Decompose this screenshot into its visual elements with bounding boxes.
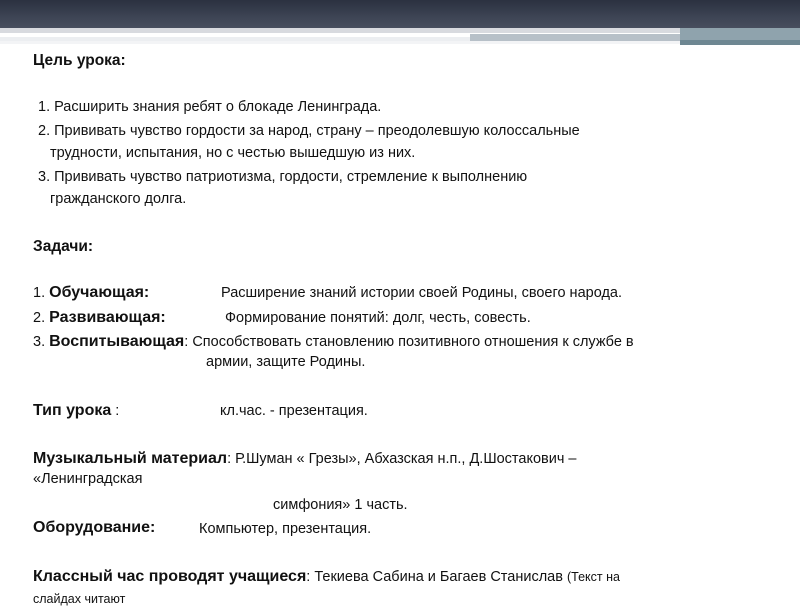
- goal-item: 2. Прививать чувство гордости за народ, страну – преодолевшую колоссальные: [38, 123, 580, 139]
- lesson-type-sep: :: [115, 403, 120, 419]
- goal-item: 1. Расширить знания ребят о блокаде Ленинграда.: [38, 99, 382, 115]
- header-stripe: [470, 34, 680, 41]
- task-item: [33, 309, 166, 327]
- music-value-cont: «Ленинградская: [33, 471, 143, 487]
- task-item: [33, 333, 634, 351]
- lesson-type: [33, 402, 119, 420]
- task-label: Воспитывающая: [49, 333, 185, 350]
- music: [33, 450, 577, 468]
- task-text-cont: армии, защите Родины.: [206, 354, 366, 370]
- task-label: Обучающая:: [49, 284, 150, 301]
- task-num: 2.: [33, 310, 46, 326]
- music-value: : Р.Шуман « Грезы», Абхазская н.п., Д.Шостакович –: [227, 451, 577, 467]
- header-stripe: [680, 40, 800, 45]
- leaders: [33, 568, 620, 586]
- goal-title: Цель урока:: [33, 52, 126, 69]
- task-num: 3.: [33, 334, 46, 350]
- leaders-note: (Текст на: [566, 570, 620, 584]
- lesson-type-value: кл.час. - презентация.: [220, 403, 368, 419]
- task-text: : Способствовать становлению позитивного отношения к службе в: [184, 334, 634, 350]
- header-band: [0, 0, 800, 28]
- equipment-label: Оборудование:: [33, 519, 156, 536]
- task-text: Формирование понятий: долг, честь, совесть.: [225, 310, 531, 326]
- equipment-value: Компьютер, презентация.: [199, 521, 372, 537]
- lesson-type-label: Тип урока: [33, 402, 112, 419]
- leaders-note-cont: слайдах читают: [33, 592, 126, 606]
- music-label: Музыкальный материал: [33, 450, 228, 467]
- equipment: [33, 519, 155, 537]
- leaders-label: Классный час проводят учащиеся: [33, 568, 307, 585]
- goal-item: трудности, испытания, но с честью вышедшую из них.: [50, 145, 416, 161]
- task-item: [33, 284, 149, 302]
- task-label: Развивающая:: [49, 309, 166, 326]
- leaders-value: : Текиева Сабина и Багаев Станислав: [306, 569, 563, 585]
- task-num: 1.: [33, 285, 46, 301]
- task-text: Расширение знаний истории своей Родины, своего народа.: [221, 285, 622, 301]
- header-stripe: [680, 28, 800, 40]
- goal-item: 3. Прививать чувство патриотизма, гордости, стремление к выполнению: [38, 169, 528, 185]
- tasks-title: Задачи:: [33, 238, 94, 255]
- goal-item: гражданского долга.: [50, 191, 187, 207]
- header-stripe: [0, 28, 680, 33]
- music-value-cont: симфония» 1 часть.: [273, 497, 408, 513]
- header-stripe: [0, 41, 680, 44]
